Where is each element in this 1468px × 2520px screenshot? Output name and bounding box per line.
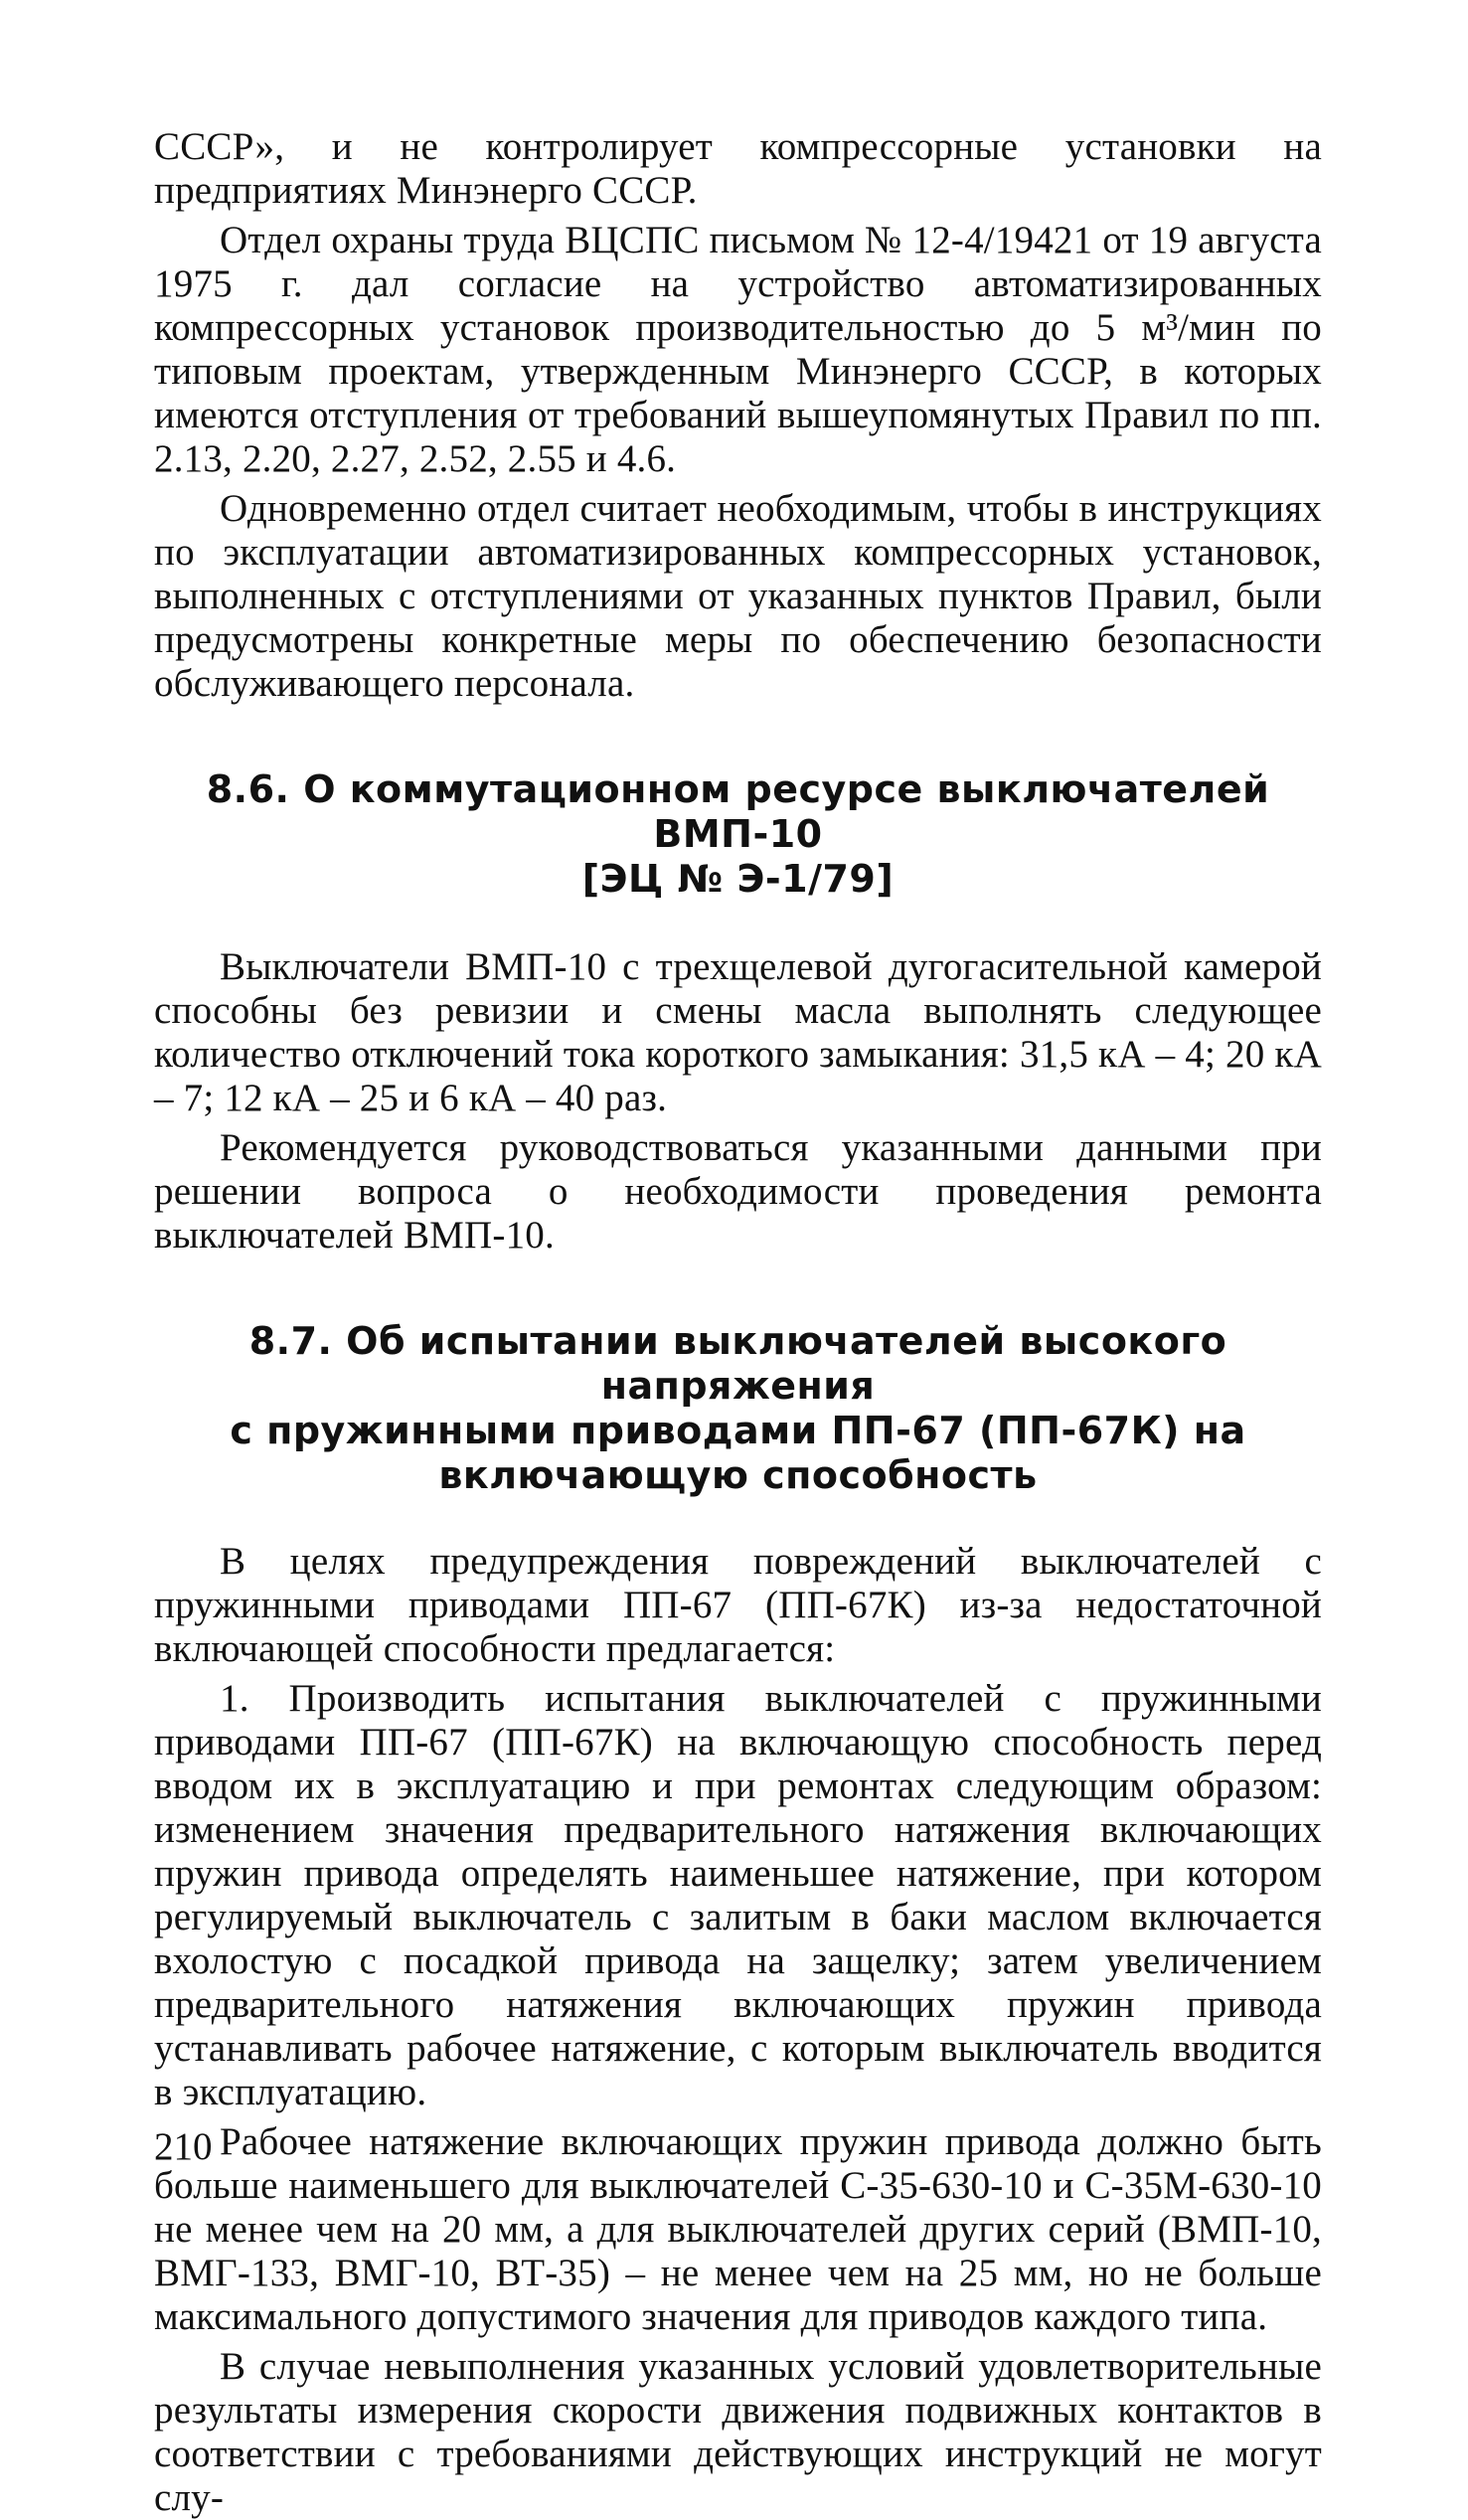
section-8-7-heading-line-2: с пружинными приводами ПП-67 (ПП-67К) на (230, 1409, 1246, 1452)
section-8-6-heading-line-1: 8.6. О коммутационном ресурсе выключателей ВМП-10 (206, 767, 1270, 856)
intro-paragraph-3: Одновременно отдел считает необходимым, чтобы в инструкциях по эксплуатации автоматизированных компрессорных установок, выполненных с отступлениями от указанных пунктов Правил, были предусмотрены конкретные меры по обеспечению безопасности обслуживающего персонала. (154, 487, 1322, 705)
section-8-6-paragraph-2: Рекомендуется руководствоваться указанными данными при решении вопроса о необходимости проведения ремонта выключателей ВМП-10. (154, 1126, 1322, 1257)
section-8-6-heading (154, 767, 1322, 902)
section-8-7-heading (154, 1319, 1322, 1498)
intro-paragraph-1: СССР», и не контролирует компрессорные установки на предприятиях Минэнерго СССР. (154, 125, 1322, 212)
section-8-7-heading-line-1: 8.7. Об испытании выключателей высокого напряжения (248, 1319, 1227, 1408)
section-8-6-paragraph-1: Выключатели ВМП-10 с трехщелевой дугогасительной камерой способны без ревизии и смены масла выполнять следующее количество отключений тока короткого замыкания: 31,5 кА – 4; 20 кА – 7; 12 кА – 25 и 6 кА – 40 раз. (154, 945, 1322, 1119)
page-number: 210 (154, 2125, 213, 2168)
section-8-7-heading-line-3: включающую способность (438, 1453, 1038, 1497)
section-8-6-heading-line-2: [ЭЦ № Э-1/79] (581, 857, 895, 901)
intro-paragraph-2: Отдел охраны труда ВЦСПС письмом № 12-4/19421 от 19 августа 1975 г. дал согласие на устройство автоматизированных компрессорных установок производительностью до 5 м³/мин по типовым проектам, утвержденным Минэнерго СССР, в которых имеются отступления от требований вышеупомянутых Правил по пп. 2.13, 2.20, 2.27, 2.52, 2.55 и 4.6. (154, 219, 1322, 480)
document-page (154, 125, 1322, 2520)
section-8-7-paragraph-2: 1. Производить испытания выключателей с пружинными приводами ПП-67 (ПП-67К) на включающую способность перед вводом их в эксплуатацию и при ремонтах следующим образом: изменением значения предварительного натяжения включающих пружин привода определять наименьшее натяжение, при котором регулируемый выключатель с залитым в баки маслом включается вхолостую с посадкой привода на защелку; затем увеличением предварительного натяжения включающих пружин привода устанавливать рабочее натяжение, с которым выключатель вводится в эксплуатацию. (154, 1677, 1322, 2113)
section-8-7-paragraph-3: Рабочее натяжение включающих пружин привода должно быть больше наименьшего для выключателей С-35-630-10 и С-35М-630-10 не менее чем на 20 мм, а для выключателей других серий (ВМП-10, ВМГ-133, ВМГ-10, ВТ-35) – не менее чем на 25 мм, но не больше максимального допустимого значения для приводов каждого типа. (154, 2120, 1322, 2338)
section-8-7-paragraph-4: В случае невыполнения указанных условий удовлетворительные результаты измерения скорости движения подвижных контактов в соответствии с требованиями действующих инструкций не могут слу- (154, 2345, 1322, 2519)
section-8-7-paragraph-1: В целях предупреждения повреждений выключателей с пружинными приводами ПП-67 (ПП-67К) из-за недостаточной включающей способности предлагается: (154, 1540, 1322, 1670)
